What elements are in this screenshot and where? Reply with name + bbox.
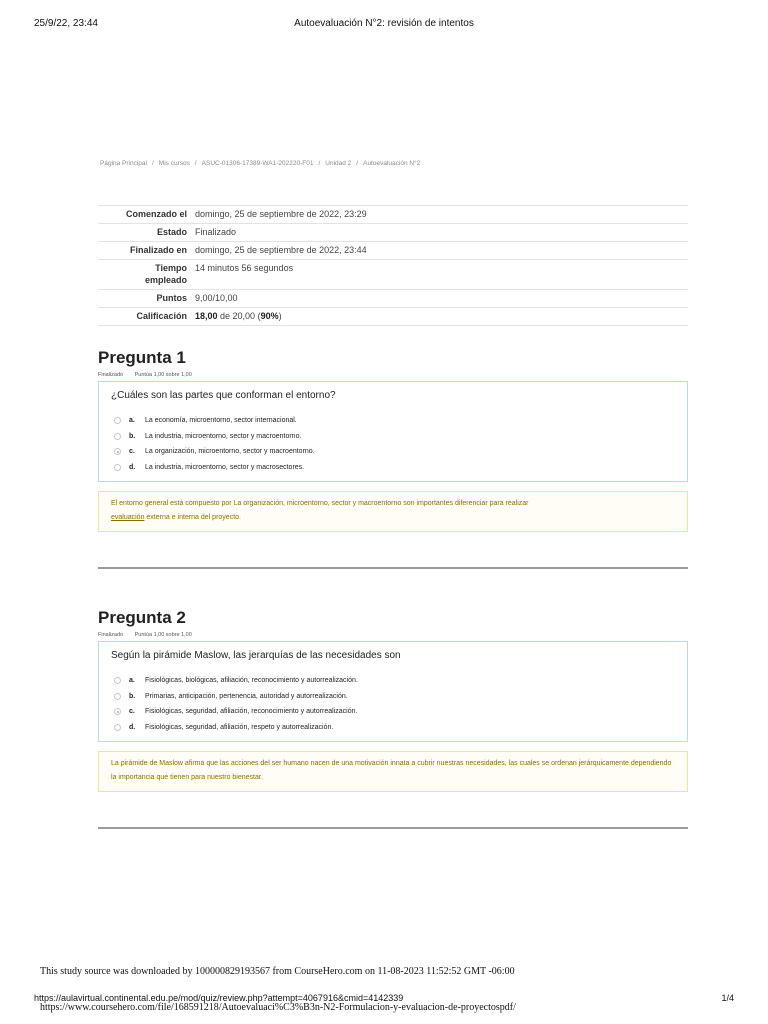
finished-value: domingo, 25 de septiembre de 2022, 23:44 [191, 242, 688, 260]
summary-row-points [98, 290, 688, 308]
question-box [98, 381, 688, 482]
question-text: ¿Cuáles son las partes que conforman el entorno? [111, 390, 336, 401]
breadcrumb-unit[interactable]: Unidad 2 [325, 160, 352, 167]
points-label: Puntos [98, 290, 191, 308]
radio-icon[interactable] [114, 693, 121, 700]
state-value: Finalizado [191, 224, 688, 242]
page-number: 1/4 [721, 993, 734, 1003]
answer-option-a[interactable] [111, 413, 675, 429]
breadcrumb-my-courses[interactable]: Mis cursos [158, 160, 190, 167]
print-title: Autoevaluación N°2: revisión de intentos [294, 18, 474, 29]
question-score: Puntúa 1,00 sobre 1,00 [134, 632, 192, 638]
grade-value [191, 308, 688, 326]
option-text: La economía, microentorno, sector internacional. [145, 417, 297, 425]
radio-icon[interactable] [114, 433, 121, 440]
option-text: Fisiológicas, biológicas, afiliación, reconocimiento y autorrealización. [145, 677, 358, 685]
time-value: 14 minutos 56 segundos [191, 260, 688, 290]
answer-option-b[interactable] [111, 429, 675, 445]
answer-option-c[interactable] [111, 704, 675, 720]
question-divider [98, 567, 688, 569]
breadcrumb-separator: / [151, 160, 154, 167]
radio-icon[interactable] [114, 677, 121, 684]
radio-icon[interactable] [114, 417, 121, 424]
breadcrumb [100, 160, 420, 167]
page-url: https://aulavirtual.continental.edu.pe/mod/quiz/review.php?attempt=4067916&cmid=4142339 [34, 993, 404, 1003]
option-text: La industria, microentorno, sector y macroentorno. [145, 432, 302, 440]
points-value: 9,00/10,00 [191, 290, 688, 308]
breadcrumb-course[interactable]: ASUC-01306-17389-WA1-202220-F01 [201, 160, 314, 167]
summary-row-state [98, 224, 688, 242]
grade-close: ) [278, 311, 282, 321]
question-feedback [98, 491, 688, 532]
option-letter: c. [129, 448, 135, 456]
feedback-text-end: externa e interna del proyecto. [144, 514, 241, 521]
question-divider [98, 827, 688, 829]
source-url: https://www.coursehero.com/file/168591218/Autoevaluaci%C3%B3n-N2-Formulacion-y-evaluacion-de-proyectospdf/ [40, 1002, 516, 1013]
grade-total: de 20,00 ( [217, 311, 261, 321]
question-box [98, 641, 688, 742]
started-label: Comenzado el [98, 206, 191, 224]
summary-row-time [98, 260, 688, 290]
question-meta [98, 632, 688, 638]
breadcrumb-quiz[interactable]: Autoevaluación N°2 [363, 160, 421, 167]
breadcrumb-separator: / [356, 160, 359, 167]
question-score: Puntúa 1,00 sobre 1,00 [134, 372, 192, 378]
question-title: Pregunta 1 [98, 348, 186, 367]
breadcrumb-separator: / [194, 160, 197, 167]
option-letter: c. [129, 708, 135, 716]
answer-option-d[interactable] [111, 460, 675, 476]
grade-score: 18,00 [195, 311, 218, 321]
feedback-link[interactable]: evaluación [111, 514, 145, 521]
option-text: Fisiológicas, seguridad, afiliación, respeto y autorrealización. [145, 723, 334, 731]
question-status: Finalizado [98, 632, 124, 638]
answer-option-c[interactable] [111, 444, 675, 460]
option-letter: b. [129, 692, 136, 700]
question-status: Finalizado [98, 372, 124, 378]
option-letter: a. [129, 417, 135, 425]
time-label [98, 260, 191, 290]
feedback-text: La pirámide de Maslow afirma que las acciones del ser humano nacen de una motivación innata a cubrir nuestras necesidades, las cuales se ordenan jerárquicamente dependiendo la importancia que tienen para nuestro bienestar. [111, 760, 672, 781]
radio-icon[interactable] [114, 464, 121, 471]
option-text: La industria, microentorno, sector y macrosectores. [145, 463, 305, 471]
attempt-summary-table [98, 205, 688, 326]
finished-label: Finalizado en [98, 242, 191, 260]
print-header [34, 18, 734, 32]
summary-row-grade [98, 308, 688, 326]
radio-icon[interactable] [114, 724, 121, 731]
feedback-text: El entorno general está compuesto por La organización, microentorno, sector y macroentorno son importantes diferenciar para realizar [111, 500, 529, 507]
radio-checked-icon[interactable] [114, 708, 121, 715]
time-label-line-2: empleado [144, 275, 187, 285]
option-letter: b. [129, 432, 136, 440]
option-text: Primarias, anticipación, pertenencia, autoridad y autorrealización. [145, 692, 348, 700]
grade-percent: 90% [260, 311, 279, 321]
grade-label: Calificación [98, 308, 191, 326]
option-letter: a. [129, 677, 135, 685]
answer-option-d[interactable] [111, 720, 675, 736]
question-text: Según la pirámide Maslow, las jerarquías de las necesidades son [111, 650, 401, 661]
question-2 [98, 608, 688, 792]
option-letter: d. [129, 723, 136, 731]
breadcrumb-separator: / [318, 160, 321, 167]
answer-option-a[interactable] [111, 673, 675, 689]
option-text: Fisiológicas, seguridad, afiliación, reconocimiento y autorrealización. [145, 708, 358, 716]
answer-option-b[interactable] [111, 689, 675, 705]
print-date: 25/9/22, 23:44 [34, 18, 98, 29]
started-value: domingo, 25 de septiembre de 2022, 23:29 [191, 206, 688, 224]
question-1 [98, 348, 688, 532]
question-meta [98, 372, 688, 378]
time-label-line-1: Tiempo [155, 263, 187, 273]
question-title: Pregunta 2 [98, 608, 186, 627]
summary-row-finished [98, 242, 688, 260]
summary-row-started [98, 206, 688, 224]
option-text: La organización, microentorno, sector y macroentorno. [145, 448, 315, 456]
option-letter: d. [129, 463, 136, 471]
download-note: This study source was downloaded by 100000829193567 from CourseHero.com on 11-08-2023 11:52:52 GMT -06:00 [40, 966, 515, 977]
question-feedback [98, 751, 688, 792]
breadcrumb-home[interactable]: Página Principal [100, 160, 147, 167]
state-label: Estado [98, 224, 191, 242]
radio-checked-icon[interactable] [114, 448, 121, 455]
